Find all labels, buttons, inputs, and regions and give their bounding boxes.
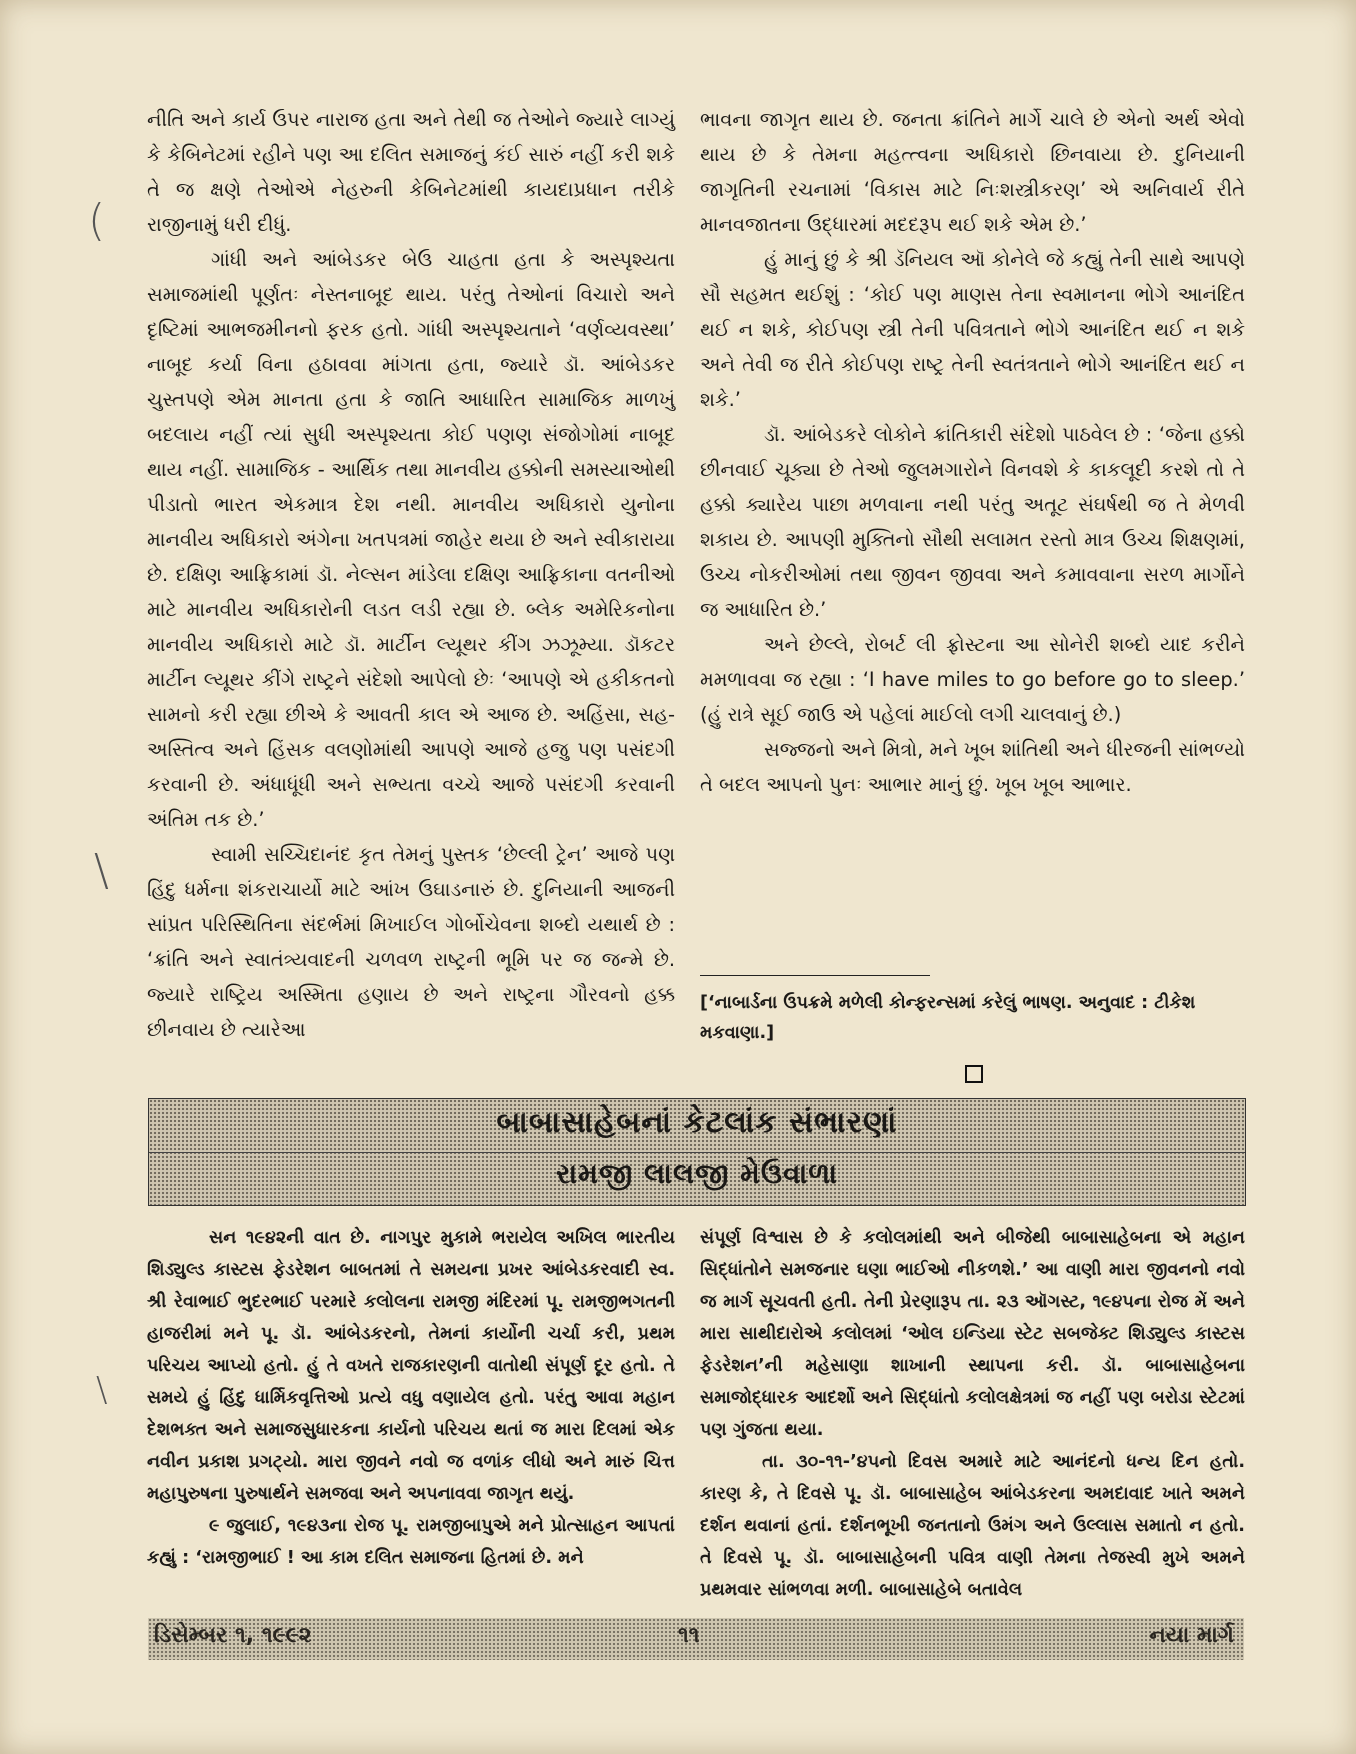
page-number: ૧૧ — [678, 1623, 700, 1648]
magazine-name: નયા માર્ગ — [1149, 1623, 1234, 1648]
second-article-column-right — [700, 1222, 1245, 1606]
second-article-column-left — [147, 1222, 675, 1574]
article-column-left — [147, 102, 675, 1047]
article-end-mark — [965, 1065, 983, 1083]
paragraph: ૯ જુલાઈ, ૧૯૪૩ના રોજ પૂ. રામજીબાપુએ મને પ્રોત્સાહન આપતાં કહ્યું : ‘રામજીભાઈ ! આ કામ દલિત સમાજના હિતમાં છે. મને — [147, 1516, 675, 1568]
issue-date: ડિસેમ્બર ૧, ૧૯૯૨ — [154, 1623, 312, 1648]
article-heading-banner — [148, 1098, 1246, 1206]
banner-divider — [149, 1152, 1245, 1153]
footnote-divider — [700, 975, 930, 976]
paragraph: ડૉ. આંબેડકરે લોકોને ક્રાંતિકારી સંદેશો પાઠવેલ છે : ‘જેના હક્કો છીનવાઈ ચૂક્યા છે તેઓ જુલમગારોને વિનવશે કે કાકલૂદી કરશે તો તે હક્કો ક્યારેય પાછા મળવાના નથી પરંતુ અતૂટ સંઘર્ષથી જ તે મેળવી શકાય છે. આપણી મુક્તિનો સૌથી સલામત રસ્તો માત્ર ઉચ્ચ શિક્ષણમાં, ઉચ્ચ નોકરીઓમાં તથા જીવન જીવવા અને કમાવવાના સરળ માર્ગોને જ આધારિત છે.’ — [700, 423, 1245, 621]
page-footer — [148, 1618, 1244, 1660]
paragraph: સંપૂર્ણ વિશ્વાસ છે કે કલોલમાંથી અને બીજેથી બાબાસાહેબના એ મહાન સિદ્ધાંતોને સમજનાર ઘણા ભાઈઓ નીકળશે.’ આ વાણી મારા જીવનનો નવો જ માર્ગ સૂચવતી હતી. તેની પ્રેરણારૂપ તા. ૨૩ ઑગસ્ટ, ૧૯૪૫ના રોજ મેં અને મારા સાથીદારોએ કલોલમાં ‘ઓલ ઇન્ડિયા સ્ટેટ સબજેક્ટ શિડ્યુલ્ડ કાસ્ટસ ફેડરેશન’ની મહેસાણા શાખાની સ્થાપના કરી. ડૉ. બાબાસાહેબના સમાજોદ્ધારક આદર્શો અને સિદ્ધાંતો કલોલક્ષેત્રમાં જ નહીં પણ બરોડા સ્ટેટમાં પણ ગુંજતા થયા. — [700, 1228, 1245, 1440]
paragraph: અને છેલ્લે, રોબર્ટ લી ફ્રોસ્ટના આ સોનેરી શબ્દો યાદ કરીને મમળાવવા જ રહ્યા : ‘I have miles to go before go to sleep.’ (હું રાત્રે સૂઈ જાઉ એ પહેલાં માઈલો લગી ચાલવાનું છે.) — [700, 633, 1245, 726]
paragraph: તા. ૩૦-૧૧-’૪૫નો દિવસ અમારે માટે આનંદનો ધન્ય દિન હતો. કારણ કે, તે દિવસે પૂ. ડૉ. બાબાસાહેબ આંબેડકરના અમદાવાદ ખાતે અમને દર્શન થવાનાં હતાં. દર્શનભૂખી જનતાનો ઉમંગ અને ઉલ્લાસ સમાતો ન હતો. તે દિવસે પૂ. ડૉ. બાબાસાહેબની પવિત્ર વાણી તેમના તેજસ્વી મુખે અમને પ્રથમવાર સાંભળવા મળી. બાબાસાહેબે બતાવેલ — [700, 1452, 1245, 1600]
paragraph: સજ્જનો અને મિત્રો, મને ખૂબ શાંતિથી અને ધીરજની સાંભળ્યો તે બદલ આપનો પુનઃ આભાર માનું છું. ખૂબ ખૂબ આભાર. — [700, 738, 1245, 796]
ink-mark-top: ( — [88, 195, 106, 246]
ink-mark-middle: \ — [94, 845, 109, 896]
paragraph: હું માનું છું કે શ્રી ડૅનિયલ ઑ કોનેલે જે કહ્યું તેની સાથે આપણે સૌ સહમત થઈશું : ‘કોઈ પણ માણસ તેના સ્વમાનના ભોગે આનંદિત થઈ ન શકે, કોઈપણ સ્ત્રી તેની પવિત્રતાને ભોગે આનંદિત થઈ ન શકે અને તેવી જ રીતે કોઈપણ રાષ્ટ્ર તેની સ્વતંત્રતાને ભોગે આનંદિત થઈ ન શકે.’ — [700, 248, 1245, 411]
paragraph: ગાંધી અને આંબેડકર બેઉ ચાહતા હતા કે અસ્પૃશ્યતા સમાજમાંથી પૂર્ણતઃ નેસ્તનાબૂદ થાય. પરંતુ તેઓનાં વિચારો અને દૃષ્ટિમાં આભજમીનનો ફરક હતો. ગાંધી અસ્પૃશ્યતાને ‘વર્ણવ્યવસ્થા’ નાબૂદ કર્યા વિના હઠાવવા માંગતા હતા, જ્યારે ડૉ. આંબેડકર ચુસ્તપણે એમ માનતા હતા કે જાતિ આધારિત સામાજિક માળખું બદલાય નહીં ત્યાં સુધી અસ્પૃશ્યતા કોઈ પણણ સંજોગોમાં નાબૂદ થાય નહીં. સામાજિક - આર્થિક તથા માનવીય હક્કોની સમસ્યાઓથી પીડાતો ભારત એકમાત્ર દેશ નથી. માનવીય અધિકારો યુનોના માનવીય અધિકારો અંગેના ખતપત્રમાં જાહેર થયા છે અને સ્વીકારાયા છે. દક્ષિણ આફ્રિકામાં ડૉ. નેલ્સન માંડેલા દક્ષિણ આફ્રિકાના વતનીઓ માટે માનવીય અધિકારોની લડત લડી રહ્યા છે. બ્લેક અમેરિકનોના માનવીય અધિકારો માટે ડૉ. માર્ટીન લ્યૂથર કીંગ ઝઝૂમ્યા. ડૉકટર માર્ટીન લ્યૂથર કીંગે રાષ્ટ્રને સંદેશો આપેલો છેઃ ‘આપણે એ હકીકતનો સામનો કરી રહ્યા છીએ કે આવતી કાલ એ આજ છે. અહિંસા, સહ-અસ્તિત્વ અને હિંસક વલણોમાંથી આપણે આજે હજુ પણ પસંદગી કરવાની છે. અંધાધૂંધી અને સભ્યતા વચ્ચે આજે પસંદગી કરવાની અંતિમ તક છે.’ — [147, 248, 675, 831]
article-title: બાબાસાહેબનાં કેટલાંક સંભારણાં — [496, 1105, 898, 1140]
paragraph: નીતિ અને કાર્ય ઉપર નારાજ હતા અને તેથી જ તેઓને જ્યારે લાગ્યું કે કેબિનેટમાં રહીને પણ આ દલિત સમાજનું કંઈ સારું નહીં કરી શકે તે જ ક્ષણે તેઓએ નેહરુની કેબિનેટમાંથી કાયદાપ્રધાન તરીકે રાજીનામું ધરી દીધું. — [147, 108, 675, 236]
paragraph: સન ૧૯૪૨ની વાત છે. નાગપુર મુકામે ભરાયેલ અખિલ ભારતીય શિડ્યુલ્ડ કાસ્ટસ ફેડરેશન બાબતમાં તે સમયના પ્રખર આંબેડકરવાદી સ્વ. શ્રી રેવાભાઈ ભુદરભાઈ પરમારે કલોલના રામજી મંદિરમાં પૂ. રામજીભગતની હાજરીમાં મને પૂ. ડૉ. આંબેડકરનો, તેમનાં કાર્યોની ચર્ચા કરી, પ્રથમ પરિચય આપ્યો હતો. હું તે વખતે રાજકારણની વાતોથી સંપૂર્ણ દૂર હતો. તે સમયે હું હિંદુ ધાર્મિકવૃત્તિઓ પ્રત્યે વધુ વણાયેલ હતો. પરંતુ આવા મહાન દેશભક્ત અને સમાજસુધારકના કાર્યનો પરિચય થતાં જ મારા દિલમાં એક નવીન પ્રકાશ પ્રગટ્યો. મારા જીવને નવો જ વળાંક લીધો અને મારું ચિત્ત મહાપુરુષના પુરુષાર્થને સમજવા અને અપનાવવા જાગૃત થયું. — [147, 1228, 675, 1504]
paragraph: ભાવના જાગૃત થાય છે. જનતા ક્રાંતિને માર્ગે ચાલે છે એનો અર્થ એવો થાય છે કે તેમના મહત્ત્વના અધિકારો છિનવાયા છે. દુનિયાની જાગૃતિની રચનામાં ‘વિકાસ માટે નિઃશસ્ત્રીકરણ’ એ અનિવાર્ય રીતે માનવજાતના ઉદ્ધારમાં મદદરૂપ થઈ શકે એમ છે.’ — [700, 108, 1245, 236]
article-column-right — [700, 102, 1245, 802]
article-author: રામજી લાલજી મેઉવાળા — [555, 1157, 839, 1190]
ink-mark-bottom: \ — [96, 1370, 108, 1410]
paragraph: સ્વામી સચ્ચિદાનંદ કૃત તેમનું પુસ્તક ‘છેલ્લી ટ્રેન’ આજે પણ હિંદુ ધર્મના શંકરાચાર્યો માટે આંખ ઉઘાડનારું છે. દુનિયાની આજની સાંપ્રત પરિસ્થિતિના સંદર્ભમાં મિખાઈલ ગોર્બોચેવના શબ્દો યથાર્થ છે : ‘ક્રાંતિ અને સ્વાતંત્ર્યવાદની ચળવળ રાષ્ટ્રની ભૂમિ પર જ જન્મે છે. જ્યારે રાષ્ટ્રિય અસ્મિતા હણાય છે અને રાષ્ટ્રના ગૌરવનો હક્ક છીનવાય છે ત્યારેઆ — [147, 843, 675, 1041]
footnote: [‘નાબાર્ડના ઉપક્રમે મળેલી કોન્ફરન્સમાં કરેલું ભાષણ. અનુવાદ : ટીકેશ મકવાણા.] — [700, 993, 1196, 1043]
